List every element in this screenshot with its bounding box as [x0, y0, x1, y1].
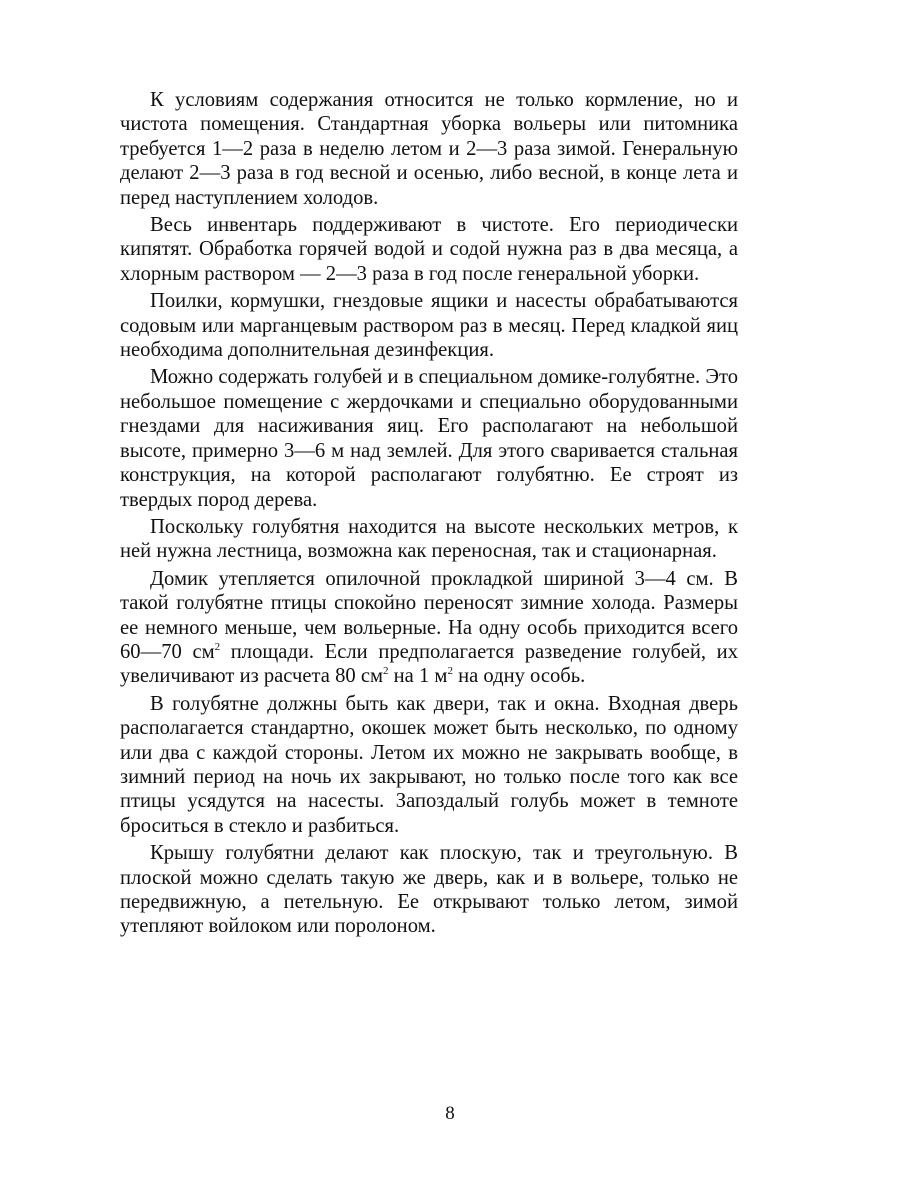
paragraph-text: Поскольку голубятня находится на высоте нескольких метров, к ней нужна лестница, возможна как переносная, так и стационарная.: [120, 515, 738, 563]
paragraph-text: Поилки, кормушки, гнездовые ящики и насесты обрабатываются содовым или марганцевым раствором раз в месяц. Перед кладкой яиц необходима дополнительная дезинфекция.: [120, 290, 738, 362]
paragraph-text: на одну особь.: [452, 665, 586, 688]
superscript-2: 2: [447, 665, 453, 678]
paragraph-2: [120, 213, 738, 286]
paragraph-6: [120, 567, 738, 689]
page-body: [120, 88, 738, 942]
superscript-2: 2: [383, 665, 389, 678]
paragraph-text: Можно содержать голубей и в специальном домике-голубятне. Это небольшое помещение с жердочками и специально оборудованными гнездами для насиживания яиц. Его располагают на небольшой высоте, примерно 3—6 м над землей. Для этого сваривается стальная конструкция, на которой располагают голубятню. Ее строят из твердых пород дерева.: [120, 366, 738, 511]
page-number: 8: [445, 1103, 455, 1124]
paragraph-7: [120, 692, 738, 838]
paragraph-text: площади. Если предполагается разведение голубей, их увеличивают из расчета 80 см: [120, 640, 738, 688]
paragraph-4: [120, 365, 738, 511]
paragraph-1: [120, 88, 738, 210]
paragraph-text: на 1 м: [388, 665, 448, 688]
paragraph-5: [120, 515, 738, 564]
paragraph-text: В голубятне должны быть как двери, так и окна. Входная дверь располагается стандартно, окошек может быть несколько, по одному или два с каждой стороны. Летом их можно не закрывать вообще, в зимний период на ночь их закрывают, но только после того как все птицы усядутся на насесты. Запоздалый голубь может в темноте броситься в стекло и разбиться.: [120, 692, 738, 837]
superscript-2: 2: [214, 641, 221, 654]
paragraph-text: Крышу голубятни делают как плоскую, так и треугольную. В плоской можно сделать такую же дверь, как и в вольере, только не передвижную, а петельную. Ее открывают только летом, зимой утепляют войлоком или поролоном.: [120, 842, 738, 938]
paragraph-3: [120, 289, 738, 362]
paragraph-text: К условиям содержания относится не только кормление, но и чистота помещения. Стандартная уборка вольеры или питомника требуется 1—2 раза в неделю летом и 2—3 раза зимой. Генеральную делают 2—3 раза в год весной и осенью, либо весной, в конце лета и перед наступлением холодов.: [120, 89, 738, 209]
paragraph-text: Весь инвентарь поддерживают в чистоте. Его периодически кипятят. Обработка горячей водой и содой нужна раз в два месяца, а хлорным раствором — 2—3 раза в год после генеральной уборки.: [120, 214, 738, 285]
paragraph-8: [120, 841, 738, 939]
paragraph-text: Домик утепляется опилочной прокладкой шириной 3—4 см. В такой голубятне птицы спокойно переносят зимние холода. Размеры ее немного меньше, чем вольерные. На одну особь приходится всего 60—70 см: [120, 567, 738, 663]
